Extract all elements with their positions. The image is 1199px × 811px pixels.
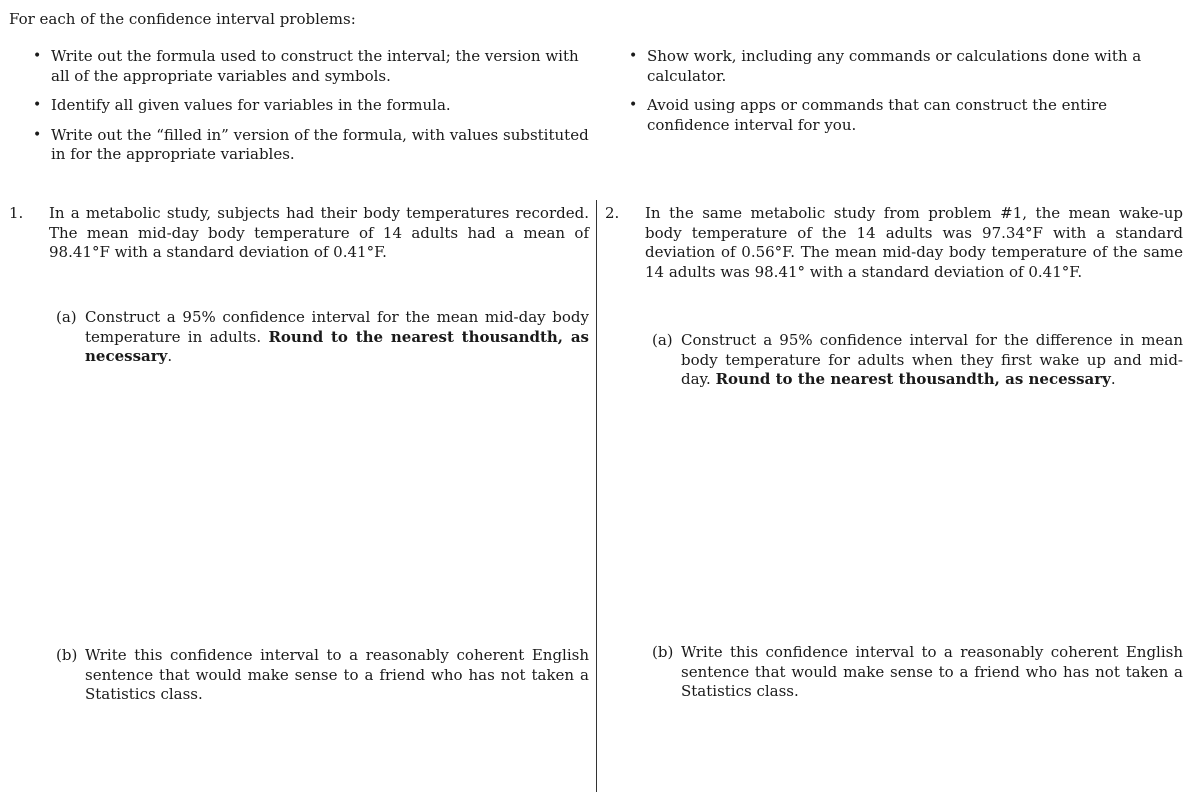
instruction-item: • Write out the “filled in” version of the formula, with values substituted in for the appropriate variables. bbox=[33, 125, 589, 163]
instructions-right bbox=[605, 47, 1185, 145]
column-divider bbox=[596, 200, 597, 792]
instruction-item: • Identify all given values for variables in the formula. bbox=[33, 96, 451, 114]
part-text: Construct a 95% confidence interval for the difference in mean body temperature for adults when they first wake up and mid-day. bbox=[681, 331, 1183, 388]
problem-number: 1. bbox=[9, 204, 24, 222]
part-text: Write this confidence interval to a reasonably coherent English sentence that would make sense to a friend who has not taken a Statistics class. bbox=[85, 646, 589, 703]
part-label: (a) bbox=[56, 308, 77, 326]
problem-2a: (a) Construct a 95% confidence interval for the difference in mean body temperature for adults when they first wake up and mid-day. Round to the nearest thousandth, as necessary. bbox=[652, 331, 1183, 388]
instructions-left bbox=[9, 47, 589, 175]
problem-1a: (a) Construct a 95% confidence interval for the mean mid-day body temperature in adults. Round to the nearest thousandth, as necessary. bbox=[56, 308, 589, 365]
part-text: Write this confidence interval to a reasonably coherent English sentence that would make sense to a friend who has not taken a Statistics class. bbox=[681, 643, 1183, 700]
bullet-icon: • bbox=[33, 126, 42, 143]
bullet-icon: • bbox=[33, 97, 42, 113]
intro-text: For each of the confidence interval problems: bbox=[9, 10, 356, 28]
instruction-item: • Write out the formula used to construct the interval; the version with all of the appropriate variables and symbols. bbox=[33, 47, 579, 85]
part-label: (b) bbox=[56, 646, 78, 664]
problem-2 bbox=[605, 204, 1183, 282]
rounding-instruction: Round to the nearest thousandth, as necessary bbox=[715, 370, 1111, 388]
problem-text: In a metabolic study, subjects had their body temperatures recorded. The mean mid-day body temperature of 14 adults had a mean of 98.41°F with a standard deviation of 0.41°F. bbox=[49, 204, 589, 261]
problem-1b bbox=[9, 646, 589, 705]
instruction-item: • Avoid using apps or commands that can construct the entire confidence interval for you. bbox=[629, 96, 1108, 134]
part-text: Construct a 95% confidence interval for the mean mid-day body temperature in adults. bbox=[85, 308, 589, 346]
rounding-instruction: Round to the nearest thousandth, as necessary bbox=[85, 327, 589, 365]
instruction-item: • Show work, including any commands or calculations done with a calculator. bbox=[629, 47, 1142, 85]
problem-text: In the same metabolic study from problem #1, the mean wake-up body temperature of the 14 adults was 97.34°F with a standard deviation of 0.56°F. The mean mid-day body temperature of the same 14 adults was 98.41° with a standard deviation of 0.41°F. bbox=[645, 204, 1183, 281]
problem-1 bbox=[9, 204, 589, 263]
bullet-icon: • bbox=[629, 97, 638, 113]
part-label: (b) bbox=[652, 643, 674, 661]
problem-2b bbox=[605, 643, 1183, 702]
bullet-icon: • bbox=[33, 48, 42, 64]
bullet-icon: • bbox=[629, 48, 638, 64]
problem-number: 2. bbox=[605, 204, 620, 222]
part-label: (a) bbox=[652, 331, 673, 349]
